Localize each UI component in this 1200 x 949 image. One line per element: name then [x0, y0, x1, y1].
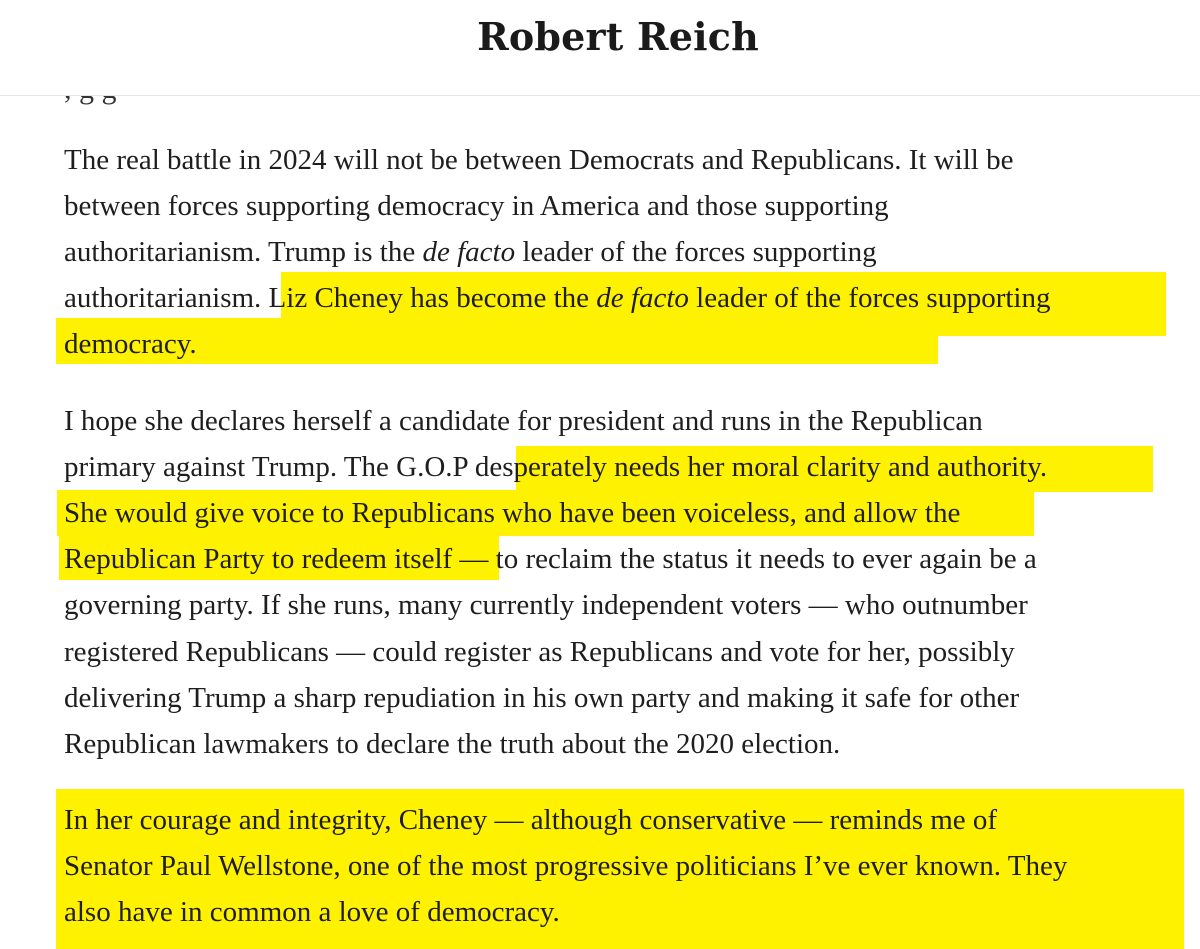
- paragraph-line: [64, 188, 889, 224]
- paragraph-line: [64, 403, 983, 439]
- emphasis-text: de facto: [422, 236, 516, 268]
- paragraph-line: [64, 894, 560, 930]
- text-run: leader of the forces supporting: [688, 282, 1051, 314]
- paragraph-line: [64, 495, 960, 531]
- paragraph-line: [64, 680, 1019, 716]
- text-run: Senator Paul Wellstone, one of the most progressive politicians I’ve ever known. They: [64, 850, 1068, 882]
- paragraph-line: [64, 634, 1015, 670]
- paragraph-line: [64, 449, 1047, 485]
- text-run: Republican lawmakers to declare the truth about the 2020 election.: [64, 728, 841, 760]
- text-run: governing party. If she runs, many currently independent voters — who outnumber: [64, 589, 1028, 621]
- text-run: between forces supporting democracy in America and those supporting: [64, 190, 889, 222]
- paragraph-line: [64, 587, 1028, 623]
- paragraph-line: [64, 234, 877, 270]
- site-header: [0, 0, 1200, 96]
- text-run: registered Republicans — could register as Republicans and vote for her, possibly: [64, 636, 1015, 668]
- text-run: authoritarianism. Trump is the: [64, 236, 423, 268]
- site-title[interactable]: Robert Reich: [477, 14, 759, 59]
- paragraph-line: [64, 726, 840, 762]
- text-run: In her courage and integrity, Cheney — although conservative — reminds me of: [64, 804, 998, 836]
- text-run: She would give voice to Republicans who have been voiceless, and allow the: [64, 497, 961, 529]
- text-run: also have in common a love of democracy.: [64, 896, 560, 928]
- text-run: authoritarianism. Liz Cheney has become the: [64, 282, 597, 314]
- text-run: Republican Party to redeem itself — to reclaim the status it needs to ever again be a: [64, 543, 1037, 575]
- paragraph-line: [64, 848, 1067, 884]
- paragraph-line: [64, 802, 997, 838]
- text-run: democracy.: [64, 328, 197, 360]
- paragraph-line: [64, 541, 1037, 577]
- text-run: delivering Trump a sharp repudiation in his own party and making it safe for other: [64, 682, 1020, 714]
- text-run: leader of the forces supporting: [515, 236, 877, 268]
- text-run: I hope she declares herself a candidate for president and runs in the Republican: [64, 405, 983, 437]
- paragraph-line: [64, 326, 197, 362]
- paragraph-line: [64, 142, 1013, 178]
- paragraph-line: [64, 280, 1050, 316]
- text-run: The real battle in 2024 will not be between Democrats and Republicans. It will be: [64, 144, 1014, 176]
- text-run: primary against Trump. The G.O.P desperately needs her moral clarity and authority.: [64, 451, 1048, 483]
- emphasis-text: de facto: [596, 282, 689, 314]
